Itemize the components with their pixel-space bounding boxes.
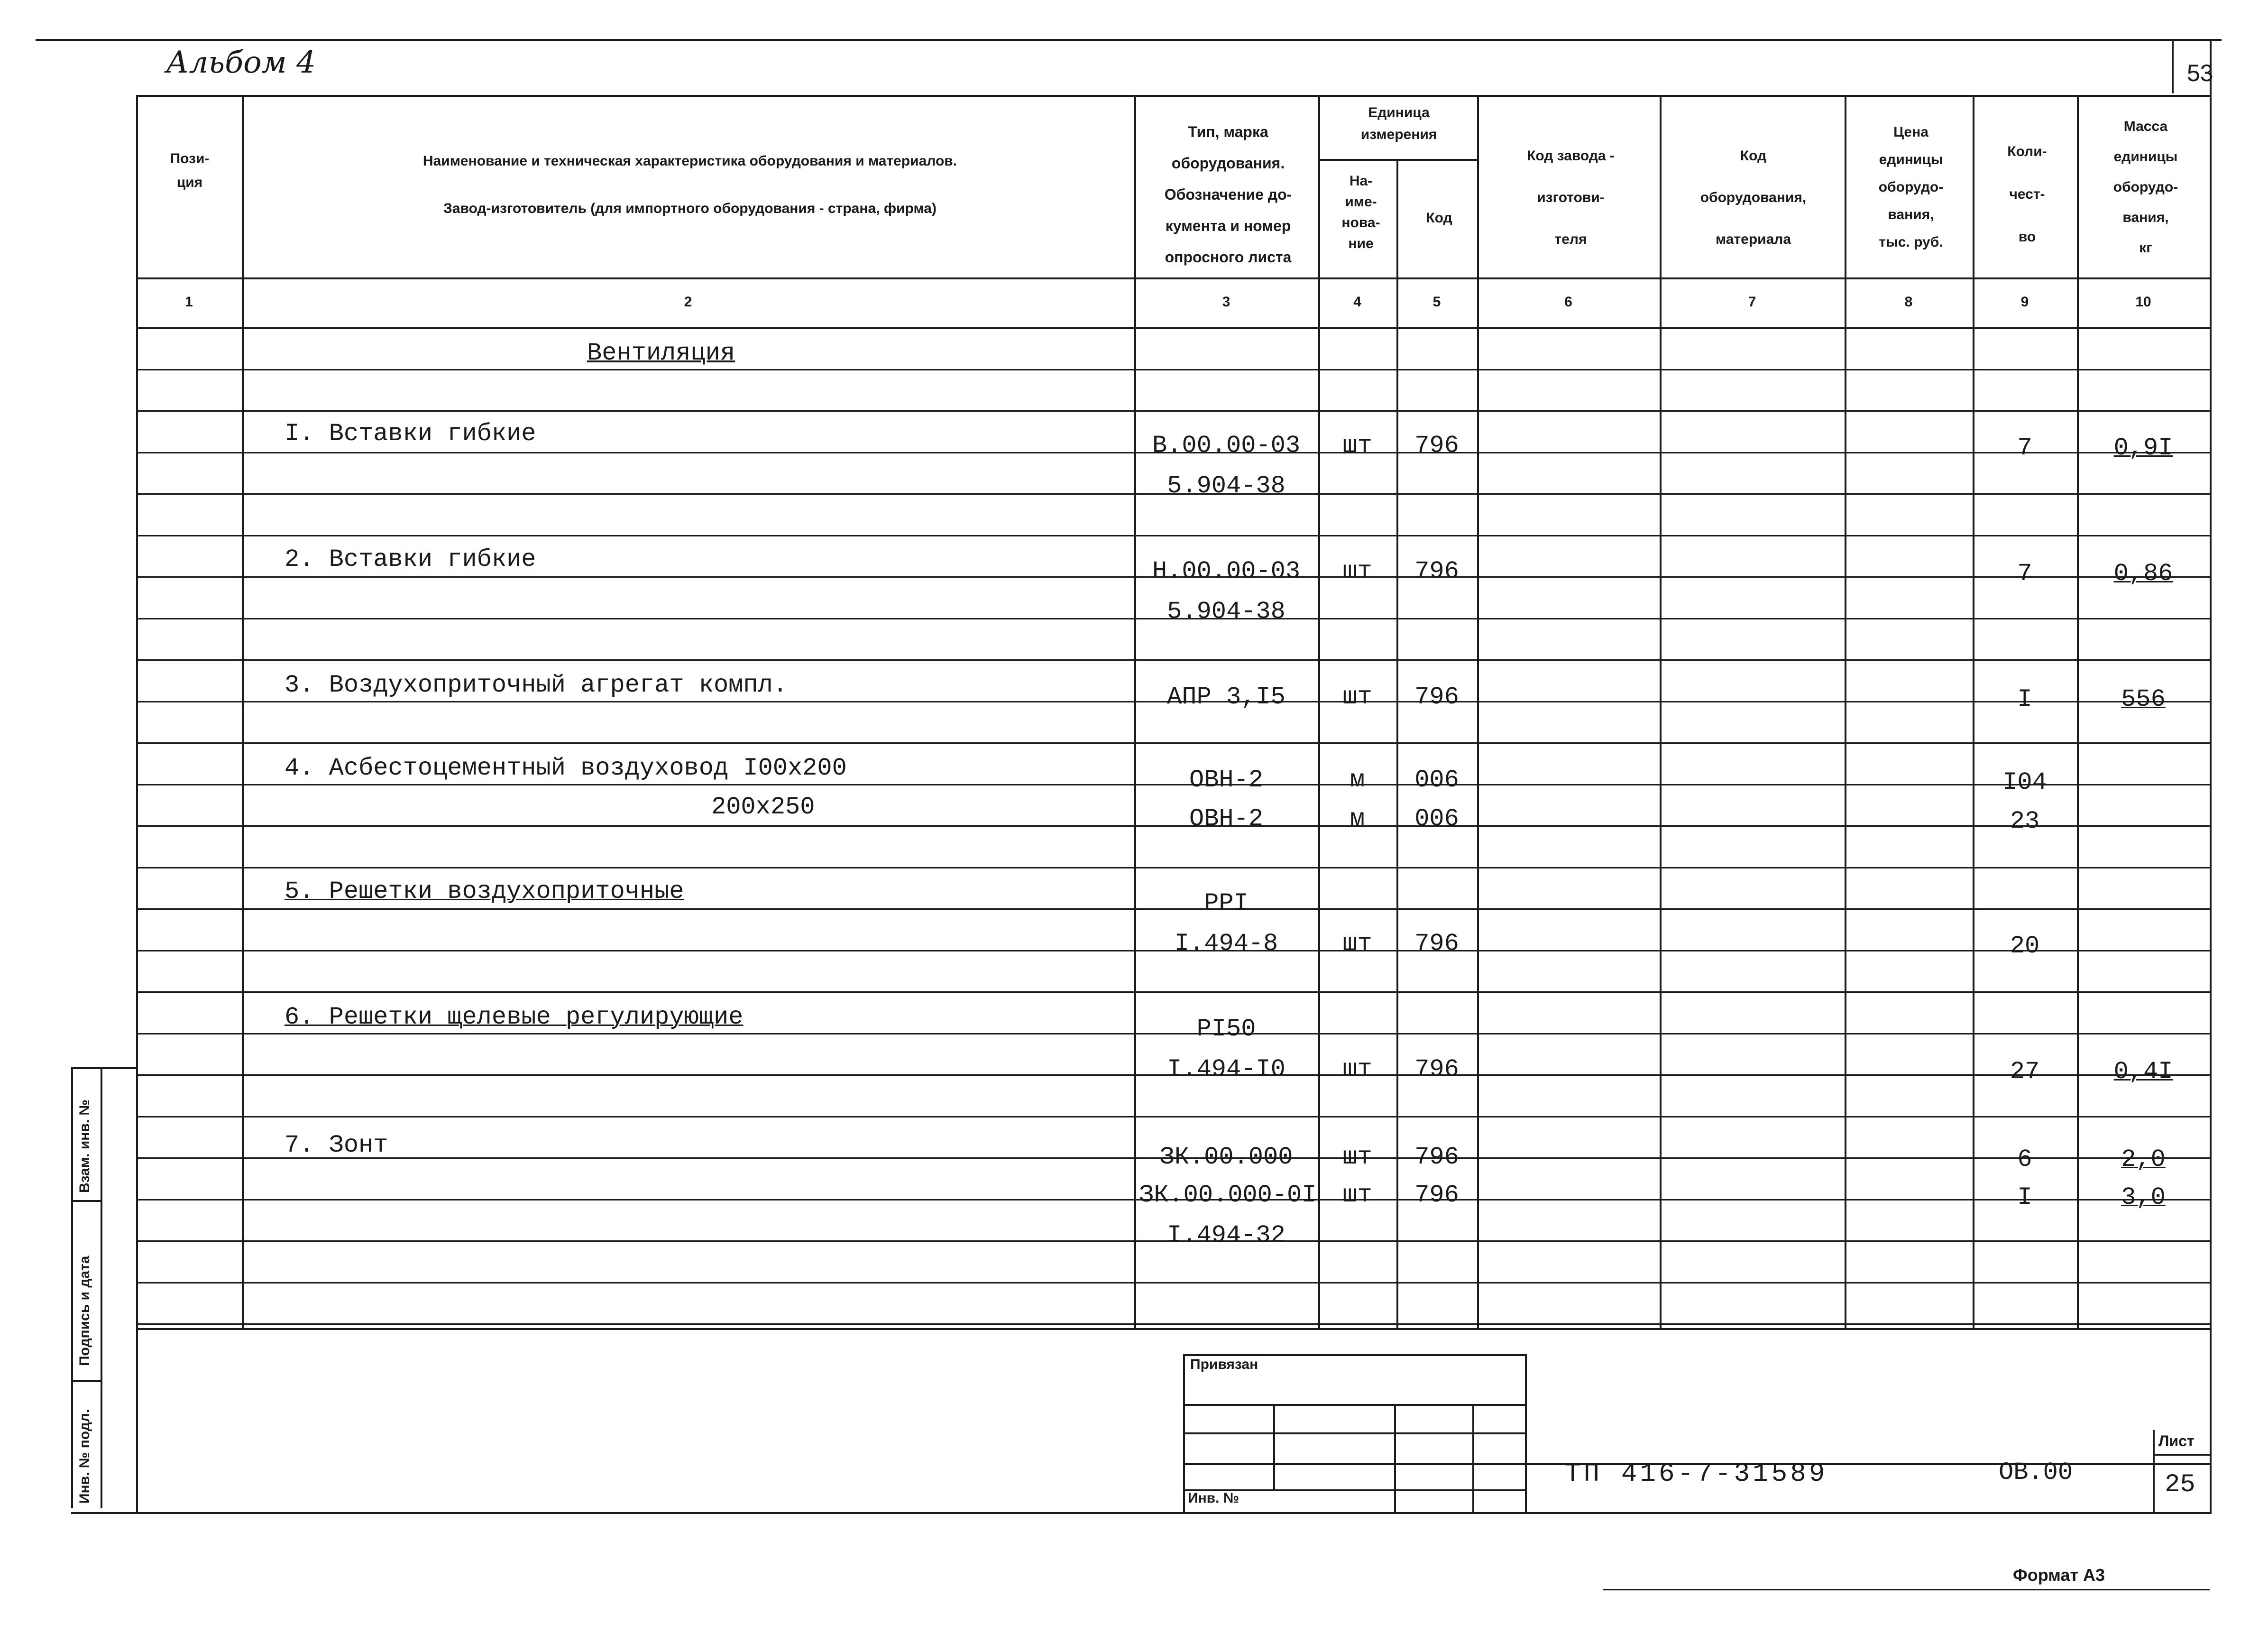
row-name: 5. Решетки воздухоприточные: [285, 877, 684, 905]
column-number: 7: [1748, 294, 1756, 310]
row-type: В.00.00-03: [1152, 432, 1301, 460]
row-type: 5.904-38: [1167, 598, 1286, 626]
row-unit: шт: [1342, 930, 1372, 958]
header-quantity: Коли- чест- во: [2007, 144, 2047, 245]
sheet-code: ОВ.00: [1999, 1459, 2073, 1487]
row-type: ЗК.00.000-0I: [1139, 1181, 1317, 1209]
sheet-number: 25: [2165, 1470, 2195, 1499]
row-unit-code: 796: [1414, 1143, 1459, 1171]
column-number: 4: [1353, 294, 1361, 310]
bottom-border: [71, 1512, 2210, 1514]
row-unit-code: 796: [1414, 1181, 1459, 1209]
row-unit-code: 796: [1414, 1055, 1459, 1083]
privyazan-label: Привязан: [1190, 1357, 1258, 1372]
row-name: 4. Асбестоцементный воздуховод I00x200: [285, 754, 847, 782]
row-mass: 556: [2121, 685, 2166, 713]
row-mass: 3,0: [2121, 1183, 2166, 1211]
row-unit: шт: [1342, 1143, 1372, 1171]
format-label: Формат А3: [2013, 1565, 2105, 1585]
row-quantity: I04: [2002, 768, 2047, 796]
column-number: 2: [684, 294, 692, 310]
row-unit: шт: [1342, 1055, 1372, 1083]
row-type: 5.904-38: [1167, 472, 1286, 500]
column-number: 6: [1564, 294, 1572, 310]
row-type: Н.00.00-03: [1152, 557, 1301, 585]
header-unit-name: На- име- нова- ние: [1341, 173, 1380, 251]
header-unit-group: Единица измерения: [1360, 105, 1437, 142]
row-quantity: 7: [2017, 434, 2032, 462]
row-type: I.494-32: [1167, 1221, 1286, 1249]
album-title: Альбом 4: [166, 45, 316, 80]
row-type: I.494-I0: [1167, 1055, 1286, 1083]
row-name: 3. Воздухоприточный агрегат компл.: [285, 671, 788, 699]
row-mass: 0,4I: [2113, 1058, 2173, 1086]
page-number-box: [2172, 39, 2174, 93]
sheet-label: Лист: [2158, 1432, 2195, 1450]
row-unit: шт: [1342, 557, 1372, 585]
row-name: 2. Вставки гибкие: [285, 545, 536, 573]
column-number: 9: [2020, 294, 2029, 310]
header-price: Цена единицы оборудо- вания, тыс. руб.: [1878, 124, 1944, 250]
page-number: 53: [2187, 60, 2213, 86]
row-unit-code: 006: [1414, 766, 1459, 794]
header-equipment-code: Код оборудования, материала: [1700, 148, 1807, 247]
column-number: 1: [185, 294, 193, 310]
row-type: ОВН-2: [1189, 805, 1264, 833]
row-type: I.494-8: [1174, 930, 1278, 958]
header-type: Тип, марка оборудования. Обозначение до- кумента и номер опросного листа: [1164, 123, 1292, 266]
row-unit-code: 796: [1414, 432, 1459, 460]
row-quantity: 7: [2017, 560, 2032, 588]
document-code: ТП 416-7-31589: [1565, 1459, 1828, 1489]
column-number: 10: [2135, 294, 2151, 310]
row-type: ОВН-2: [1189, 766, 1264, 794]
row-quantity: I: [2017, 685, 2032, 713]
column-number: 5: [1432, 294, 1441, 310]
side-label-vzam: Взам. инв. №: [77, 1099, 92, 1193]
row-name: 6. Решетки щелевые регулирующие: [285, 1003, 744, 1031]
row-quantity: 20: [2010, 932, 2040, 960]
row-mass: 0,86: [2113, 560, 2173, 588]
header-position: Пози- ция: [170, 151, 210, 190]
row-quantity: I: [2017, 1183, 2032, 1211]
row-quantity: 6: [2017, 1145, 2032, 1173]
row-unit: м: [1350, 766, 1365, 794]
row-unit-code: 796: [1414, 930, 1459, 958]
row-mass: 0,9I: [2113, 434, 2173, 462]
row-mass: 2,0: [2121, 1145, 2166, 1173]
row-type: РРI: [1204, 889, 1249, 917]
format-underline: [1603, 1589, 2210, 1590]
row-quantity: 23: [2010, 807, 2040, 835]
side-label-podpis: Подпись и дата: [77, 1256, 92, 1366]
inventory-number-label: Инв. №: [1188, 1490, 1240, 1506]
row-unit: шт: [1342, 1181, 1372, 1209]
column-number: 8: [1904, 294, 1913, 310]
row-unit-code: 796: [1414, 683, 1459, 711]
row-unit-code: 006: [1414, 805, 1459, 833]
row-type: РI50: [1196, 1015, 1256, 1043]
row-name: I. Вставки гибкие: [285, 420, 536, 448]
row-name: 7. Зонт: [285, 1131, 388, 1159]
row-unit-code: 796: [1414, 557, 1459, 585]
row-name: 200x250: [711, 793, 815, 821]
row-unit: шт: [1342, 683, 1372, 711]
row-type: АПР 3,I5: [1167, 683, 1286, 711]
side-label-inv-podl: Инв. № подл.: [77, 1409, 92, 1504]
header-name: Наименование и техническая характеристика оборудования и материалов. Завод-изготовитель (для импортного оборудования - страна, фирма): [422, 153, 957, 216]
section-title: Вентиляция: [587, 339, 735, 367]
header-mass: Масса единицы оборудо- вания, кг: [2113, 119, 2178, 256]
row-type: ЗК.00.000: [1159, 1143, 1293, 1171]
column-number: 3: [1222, 294, 1230, 310]
header-unit-code: Код: [1426, 210, 1452, 226]
row-unit: м: [1350, 805, 1365, 833]
top-border: [36, 39, 2222, 41]
row-unit: шт: [1342, 432, 1372, 460]
row-quantity: 27: [2010, 1058, 2040, 1086]
header-factory-code: Код завода - изготови- теля: [1527, 148, 1615, 247]
